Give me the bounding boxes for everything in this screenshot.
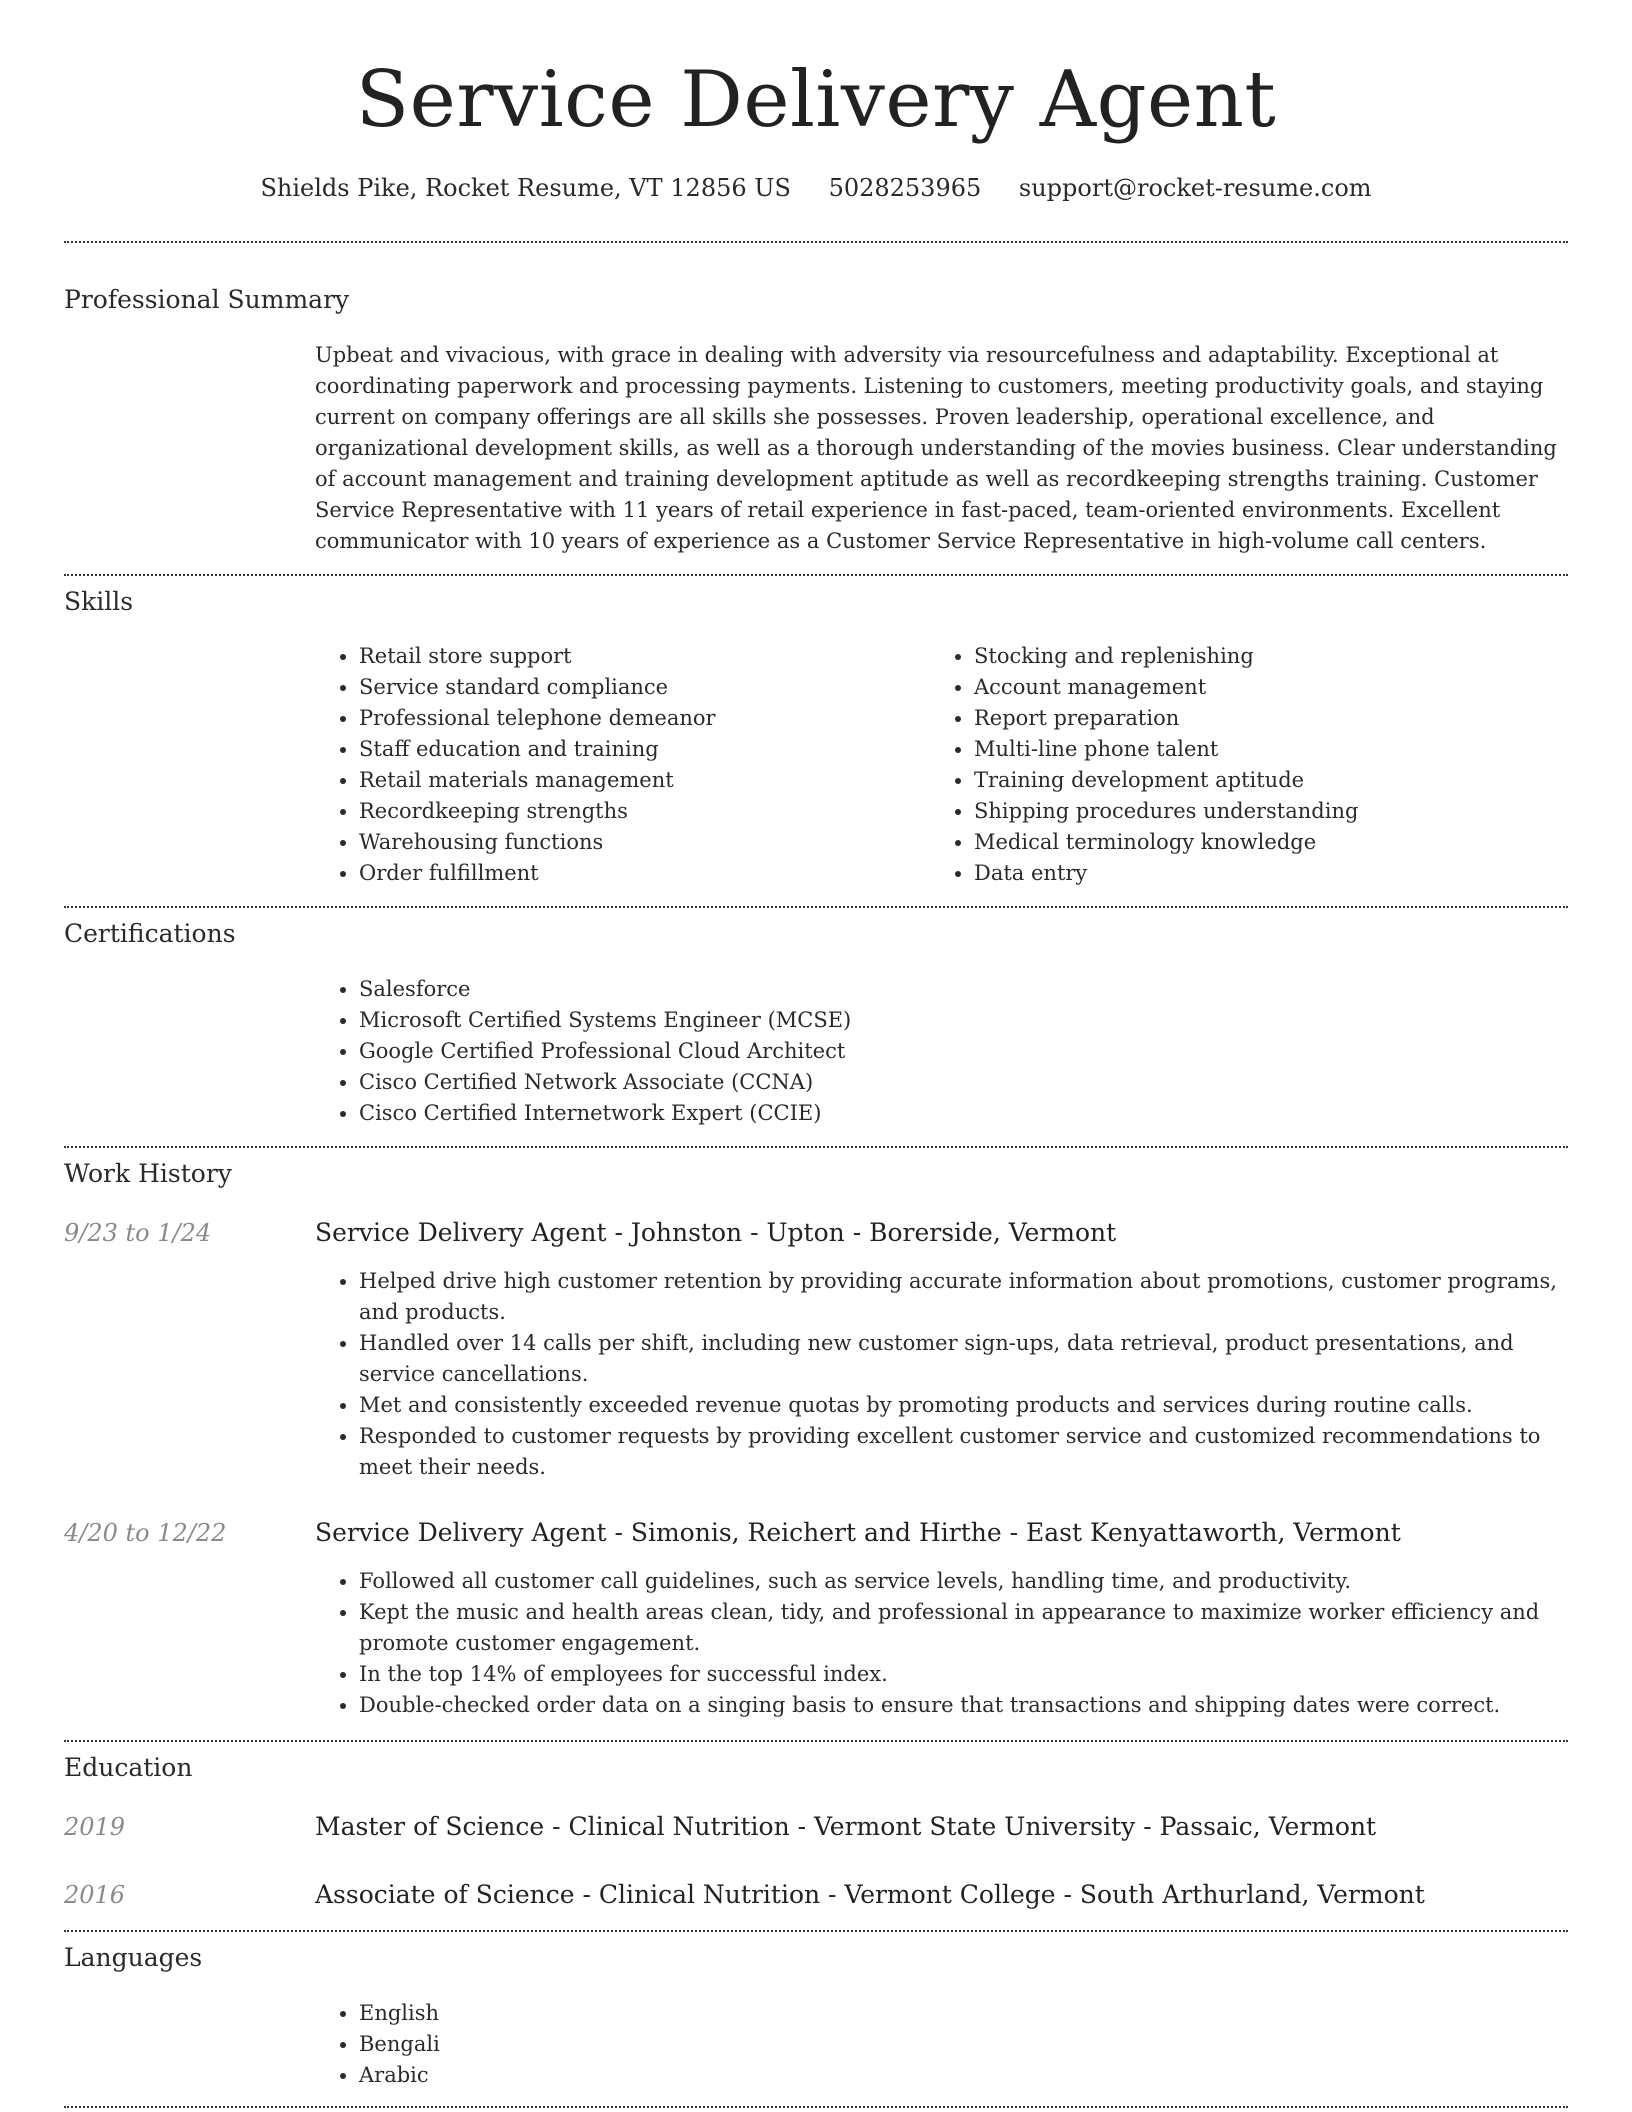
- skill-item: • Account management: [974, 672, 1574, 703]
- certifications-list: [315, 974, 1559, 1129]
- skill-item: • Medical terminology knowledge: [974, 827, 1574, 858]
- job-heading: Service Delivery Agent - Simonis, Reichert and Hirthe - East Kenyattaworth, Vermont: [315, 1518, 1401, 1547]
- contact-address: Shields Pike, Rocket Resume, VT 12856 US: [260, 174, 791, 202]
- job-dates: 4/20 to 12/22: [64, 1519, 227, 1547]
- languages-list: [315, 1998, 959, 2091]
- certification-item: • Cisco Certified Network Associate (CCNA): [359, 1067, 1559, 1098]
- language-item: • English: [359, 1998, 959, 2029]
- certification-item: • Google Certified Professional Cloud Architect: [359, 1036, 1559, 1067]
- skill-item: • Shipping procedures understanding: [974, 796, 1574, 827]
- skill-item: • Data entry: [974, 858, 1574, 889]
- skill-item: • Order fulfillment: [359, 858, 919, 889]
- certifications-heading: Certifications: [64, 919, 236, 948]
- job-bullet: • Kept the music and health areas clean, tidy, and professional in appearance to maximize worker efficiency and promote customer engagement.: [359, 1597, 1571, 1659]
- language-item: • Bengali: [359, 2029, 959, 2060]
- education-degree: Associate of Science - Clinical Nutrition - Vermont College - South Arthurland, Vermont: [315, 1880, 1425, 1909]
- education-heading: Education: [64, 1753, 193, 1782]
- skills-list-right: [930, 641, 1574, 889]
- job-dates: 9/23 to 1/24: [64, 1219, 212, 1247]
- skill-item: • Staff education and training: [359, 734, 919, 765]
- job-bullets: [315, 1566, 1571, 1721]
- section-divider: [64, 906, 1568, 908]
- section-divider: [64, 574, 1568, 576]
- job-bullet: • In the top 14% of employees for successful index.: [359, 1659, 1571, 1690]
- contact-email: support@rocket-resume.com: [1018, 174, 1372, 202]
- certification-item: • Microsoft Certified Systems Engineer (MCSE): [359, 1005, 1559, 1036]
- job-bullets: [315, 1266, 1571, 1483]
- skill-item: • Retail materials management: [359, 765, 919, 796]
- skill-item: • Training development aptitude: [974, 765, 1574, 796]
- skill-item: • Multi-line phone talent: [974, 734, 1574, 765]
- education-degree: Master of Science - Clinical Nutrition - Vermont State University - Passaic, Vermont: [315, 1812, 1377, 1841]
- section-divider: [64, 1146, 1568, 1148]
- contact-phone: 5028253965: [828, 174, 982, 202]
- job-bullet: • Followed all customer call guidelines, such as service levels, handling time, and productivity.: [359, 1566, 1571, 1597]
- certification-item: • Cisco Certified Internetwork Expert (CCIE): [359, 1098, 1559, 1129]
- skill-item: • Recordkeeping strengths: [359, 796, 919, 827]
- skill-item: • Professional telephone demeanor: [359, 703, 919, 734]
- languages-heading: Languages: [64, 1943, 203, 1972]
- education-year: 2019: [64, 1813, 126, 1841]
- work-history-heading: Work History: [64, 1159, 232, 1188]
- skill-item: • Report preparation: [974, 703, 1574, 734]
- skill-item: • Retail store support: [359, 641, 919, 672]
- skills-list-left: [315, 641, 919, 889]
- job-bullet: • Double-checked order data on a singing basis to ensure that transactions and shipping dates were correct.: [359, 1690, 1571, 1721]
- certification-item: • Salesforce: [359, 974, 1559, 1005]
- skill-item: • Warehousing functions: [359, 827, 919, 858]
- skill-item: • Service standard compliance: [359, 672, 919, 703]
- job-heading: Service Delivery Agent - Johnston - Upton - Borerside, Vermont: [315, 1218, 1117, 1247]
- section-divider: [64, 1740, 1568, 1742]
- skill-item: • Stocking and replenishing: [974, 641, 1574, 672]
- section-divider: [64, 241, 1568, 243]
- section-divider: [64, 2106, 1568, 2108]
- language-item: • Arabic: [359, 2060, 959, 2091]
- skills-heading: Skills: [64, 587, 134, 616]
- summary-heading: Professional Summary: [64, 285, 350, 314]
- job-bullet: • Helped drive high customer retention by providing accurate information about promotions, customer programs, and products.: [359, 1266, 1571, 1328]
- section-divider: [64, 1930, 1568, 1932]
- job-bullet: • Responded to customer requests by providing excellent customer service and customized recommendations to meet their needs.: [359, 1421, 1571, 1483]
- job-bullet: • Met and consistently exceeded revenue quotas by promoting products and services during routine calls.: [359, 1390, 1571, 1421]
- job-bullet: • Handled over 14 calls per shift, including new customer sign-ups, data retrieval, product presentations, and service cancellations.: [359, 1328, 1571, 1390]
- candidate-name: Service Delivery Agent: [355, 55, 1277, 145]
- contact-line: [0, 170, 1632, 206]
- education-year: 2016: [64, 1881, 126, 1909]
- summary-text: Upbeat and vivacious, with grace in dealing with adversity via resourcefulness and adaptability. Exceptional at coordinating paperwork and processing payments. Listening to customers, meeting productivity goals, and staying current on company offerings are all skills she possesses. Proven leadership, operational excellence, and organizational development skills, as well as a thorough understanding of the movies business. Clear understanding of account management and training development aptitude as well as recordkeeping strengths training. Customer Service Representative with 11 years of retail experience in fast-paced, team-oriented environments. Excellent communicator with 10 years of experience as a Customer Service Representative in high-volume call centers.: [315, 343, 1557, 553]
